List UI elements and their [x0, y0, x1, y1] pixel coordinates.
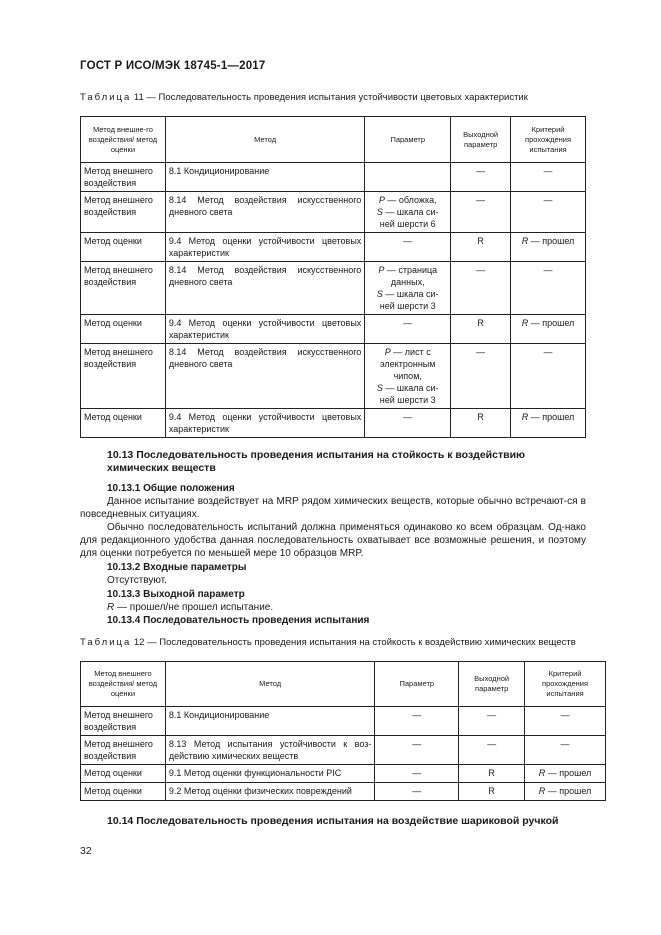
section-10-14-title: 10.14 Последовательность проведения испытания на воздействие шариковой ручкой — [107, 815, 559, 827]
cell-output: — — [451, 192, 511, 233]
table-12 — [80, 661, 606, 801]
table-11-caption — [80, 92, 528, 103]
table-11-col-kind: Метод внешне-го воздействия/ метод оценки — [81, 117, 166, 163]
criterion-var: R — [521, 412, 529, 422]
cell-param — [365, 262, 451, 315]
param-line-c: ней шерсти 3 — [379, 395, 436, 405]
cell-output: R — [459, 783, 525, 801]
table-row — [81, 163, 586, 192]
section-10-13-4-title: 10.13.4 Последовательность проведения испытания — [107, 615, 370, 626]
param-line-a: Р — обложка, — [378, 195, 437, 205]
criterion-var: R — [521, 236, 529, 246]
cell-criterion — [511, 315, 586, 344]
cell-kind: Метод оценки — [81, 765, 166, 783]
table-row — [81, 315, 586, 344]
criterion-text: — прошел — [528, 318, 575, 328]
table-12-col-output: Выходной параметр — [459, 662, 525, 707]
cell-param — [365, 344, 451, 409]
output-var: R — [107, 602, 115, 613]
param-line-c: ней шерсти 3 — [379, 301, 436, 311]
cell-criterion: — — [511, 192, 586, 233]
table-12-col-kind: Метод внешнего воздействия/ метод оценки — [81, 662, 166, 707]
document-header: ГОСТ Р ИСО/МЭК 18745-1—2017 — [80, 60, 266, 72]
cell-criterion — [511, 233, 586, 262]
cell-output: R — [451, 233, 511, 262]
section-10-13-2-title: 10.13.2 Входные параметры — [107, 562, 247, 573]
section-10-13-3-text — [107, 601, 273, 614]
cell-output: R — [451, 315, 511, 344]
table-row — [81, 409, 586, 438]
cell-method: 8.14 Метод воздействия искусственного дневного света — [165, 344, 364, 409]
cell-param: — — [375, 736, 459, 765]
cell-criterion: — — [511, 262, 586, 315]
table-12-caption — [80, 637, 576, 648]
table-12-header-row — [81, 662, 606, 707]
table-row — [81, 344, 586, 409]
cell-kind: Метод внешнего воздействия — [81, 262, 166, 315]
section-10-13-2-text: Отсутствуют. — [107, 575, 167, 586]
cell-output: — — [459, 707, 525, 736]
criterion-var: R — [538, 768, 546, 778]
cell-method: 9.4 Метод оценки устойчивости цветовых характеристик — [165, 315, 364, 344]
cell-output: — — [451, 262, 511, 315]
cell-param: — — [365, 409, 451, 438]
cell-method: 9.2 Метод оценки физических повреждений — [165, 783, 375, 801]
cell-method: 9.4 Метод оценки устойчивости цветовых характеристик — [165, 409, 364, 438]
cell-method: 8.13 Метод испытания устойчивости к воз-действию химических веществ — [165, 736, 375, 765]
output-desc: — прошел/не прошел испытание. — [114, 602, 274, 613]
cell-kind: Метод внешнего воздействия — [81, 707, 166, 736]
cell-criterion: — — [511, 163, 586, 192]
table-11 — [80, 116, 586, 438]
table-12-col-method: Метод — [165, 662, 375, 707]
criterion-text: — прошел — [528, 412, 575, 422]
cell-output: — — [451, 344, 511, 409]
table-11-col-param: Параметр — [365, 117, 451, 163]
cell-param — [365, 192, 451, 233]
cell-param: — — [375, 783, 459, 801]
section-10-13-1-title: 10.13.1 Общие положения — [107, 483, 235, 494]
table-12-col-criterion: Критерий прохождения испытания — [525, 662, 606, 707]
cell-method: 8.1 Кондиционирование — [165, 163, 364, 192]
cell-param — [365, 163, 451, 192]
cell-kind: Метод внешнего воздействия — [81, 736, 166, 765]
cell-output: R — [451, 409, 511, 438]
section-10-13-title: 10.13 Последовательность проведения испытания на стойкость к воздействию химических веществ — [107, 449, 525, 474]
table-12-caption-word: Таблица — [80, 637, 132, 648]
cell-criterion — [511, 409, 586, 438]
cell-criterion: — — [511, 344, 586, 409]
table-12-col-param: Параметр — [375, 662, 459, 707]
cell-output: — — [459, 736, 525, 765]
table-11-col-method: Метод — [165, 117, 364, 163]
cell-kind: Метод внешнего воздействия — [81, 192, 166, 233]
cell-param: — — [365, 233, 451, 262]
cell-method: 8.14 Метод воздействия искусственного дневного света — [165, 262, 364, 315]
section-10-13-1-para-2: Обычно последовательность испытаний должна применяться одинаково ко всем образцам. Од-нако для редакционного удобства данная последовательность охватывает все возможные решения, и поэтому для оценки потребуется по меньшей мере 10 образцов MRP. — [80, 522, 586, 559]
cell-param: — — [365, 315, 451, 344]
table-11-col-output: Выходной параметр — [451, 117, 511, 163]
table-row — [81, 736, 606, 765]
param-line-b: S — шкала си- — [376, 207, 439, 217]
criterion-text: — прошел — [545, 768, 592, 778]
cell-criterion — [525, 783, 606, 801]
cell-param: — — [375, 707, 459, 736]
criterion-var: R — [538, 786, 546, 796]
table-row — [81, 707, 606, 736]
cell-kind: Метод оценки — [81, 233, 166, 262]
table-row — [81, 192, 586, 233]
cell-output: — — [451, 163, 511, 192]
cell-kind: Метод оценки — [81, 783, 166, 801]
section-10-13-3-title: 10.13.3 Выходной параметр — [107, 589, 245, 600]
param-line-a: Р — страница данных, — [378, 265, 438, 287]
criterion-text: — прошел — [528, 236, 575, 246]
table-11-caption-word: Таблица — [80, 92, 132, 103]
cell-kind: Метод внешнего воздействия — [81, 344, 166, 409]
param-line-a: Р — лист с электронным чипом, — [380, 347, 436, 381]
criterion-var: R — [521, 318, 529, 328]
param-line-c: ней шерсти 6 — [379, 219, 436, 229]
table-11-col-criterion: Критерий прохождения испытания — [511, 117, 586, 163]
cell-method: 8.1 Кондиционирование — [165, 707, 375, 736]
cell-criterion: — — [525, 736, 606, 765]
cell-kind: Метод оценки — [81, 409, 166, 438]
table-row — [81, 765, 606, 783]
table-12-caption-text: 12 — Последовательность проведения испытания на стойкость к воздействию химических веществ — [131, 637, 576, 648]
cell-method: 9.1 Метод оценки функциональности PIC — [165, 765, 375, 783]
cell-criterion: — — [525, 707, 606, 736]
cell-output: R — [459, 765, 525, 783]
cell-kind: Метод оценки — [81, 315, 166, 344]
cell-kind: Метод внешнего воздействия — [81, 163, 166, 192]
page-number: 32 — [80, 845, 92, 857]
cell-criterion — [525, 765, 606, 783]
table-11-header-row — [81, 117, 586, 163]
table-row — [81, 233, 586, 262]
section-10-13-1-para-1: Данное испытание воздействует на MRP рядом химических веществ, которые обычно встречают-ся в повседневных ситуациях. — [80, 496, 586, 520]
cell-method: 8.14 Метод воздействия искусственного дневного света — [165, 192, 364, 233]
table-11-caption-text: 11 — Последовательность проведения испытания устойчивости цветовых характеристик — [131, 92, 528, 103]
param-line-b: S — шкала си- — [376, 289, 439, 299]
table-row — [81, 262, 586, 315]
param-line-b: S — шкала си- — [376, 383, 439, 393]
cell-param: — — [375, 765, 459, 783]
criterion-text: — прошел — [545, 786, 592, 796]
table-row — [81, 783, 606, 801]
cell-method: 9.4 Метод оценки устойчивости цветовых характеристик — [165, 233, 364, 262]
